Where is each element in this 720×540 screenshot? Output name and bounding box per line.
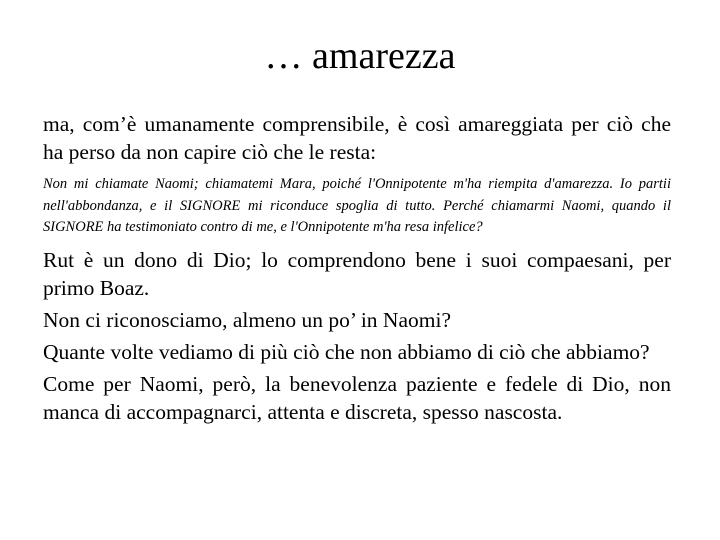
intro-paragraph: ma, com’è umanamente comprensibile, è così amareggiata per ciò che ha perso da non capire ciò che le resta: bbox=[43, 112, 671, 164]
slide-title: … amarezza bbox=[264, 35, 456, 77]
slide-body bbox=[43, 110, 671, 426]
paragraph-quante-volte: Quante volte vediamo di più ciò che non abbiamo di ciò che abbiamo? bbox=[43, 339, 650, 364]
scripture-quote: Non mi chiamate Naomi; chiamatemi Mara, poiché l'Onnipotente m'ha riempita d'amarezza. Io partii nell'abbondanza, e il SIGNORE mi riconduce spoglia di tutto. Perché chiamarmi Naomi, quando il SIGNORE ha testimoniato contro di me, e l'Onnipotente m'ha resa infelice? bbox=[43, 176, 671, 235]
paragraph-rut: Rut è un dono di Dio; lo comprendono bene i suoi compaesani, per primo Boaz. bbox=[43, 247, 671, 300]
paragraph-benevolenza: Come per Naomi, però, la benevolenza paziente e fedele di Dio, non manca di accompagnarci, attenta e discreta, spesso nascosta. bbox=[43, 371, 671, 424]
paragraph-naomi-question: Non ci riconosciamo, almeno un po’ in Naomi? bbox=[43, 307, 451, 332]
